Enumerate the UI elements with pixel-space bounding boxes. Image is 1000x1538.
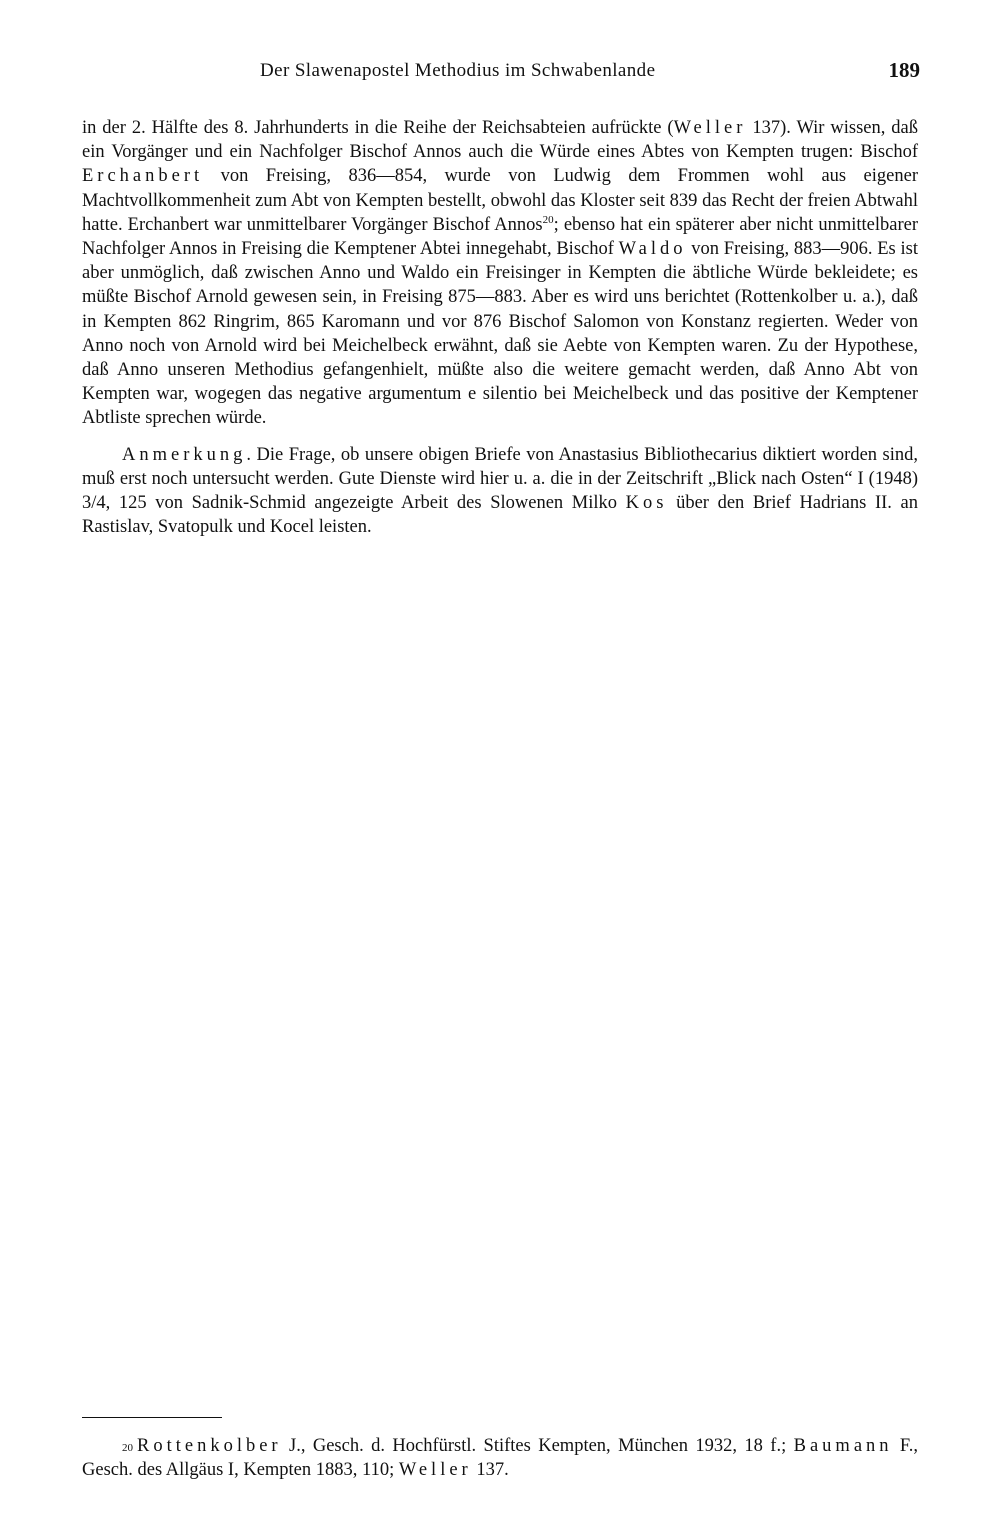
text-run: von Freising, 883—906. Es ist aber unmöglich, daß zwischen Anno und Waldo ein Freisinger in Kempten die äbtliche Würde bekleidete; es müßte Bischof Arnold gewesen sein, in Freising 875—883. Aber es wird uns berichtet (Rottenkolber u. a.), daß in Kempten 862 Ringrim, 865 Karomann und vor 876 Bischof Salomon von Konstanz regierten. Weder von Anno noch von Arnold wird bei Meichelbeck erwähnt, daß sie Aebte von Kempten waren. Zu der Hypothese, daß Anno unseren Methodius gefangenhielt, müßte also die weitere gemacht werden, daß Anno Abt von Kempten war, wogegen das negative argumentum e silentio bei Meichelbeck und das positive der Kemptener Abtliste sprechen würde.	[82, 239, 918, 429]
text-run: J., Gesch. d. Hochfürstl. Stiftes Kempten, München 1932, 18 f.;	[281, 1436, 794, 1456]
text-run: in der 2. Hälfte des 8. Jahrhunderts in die Reihe der Reichsabteien aufrückte (	[82, 118, 674, 138]
text-run: ; ebenso hat ein späterer aber nicht unmittelbarer Nachfolger Annos in Freising die Kemptener Abtei innegehabt, Bischof	[82, 214, 918, 260]
footnote-number: 20	[122, 1442, 133, 1454]
anmerkung-label: Anmerkung	[122, 444, 247, 465]
text-run: 137). Wir wissen, daß ein Vorgänger und ein Nachfolger Bischof Annos auch die Würde eines Abtes von Kempten trugen: Bischof	[82, 118, 918, 163]
name-waldo: Waldo	[618, 239, 687, 260]
name-erchanbert: Erchanbert	[82, 166, 204, 187]
author-name-rottenkolber: Rottenkolber	[137, 1436, 282, 1456]
paragraph-1	[82, 116, 918, 431]
page-header	[82, 58, 920, 88]
text-run: von Freising, 836—854, wurde von Ludwig dem Frommen wohl aus eigener Machtvollkommenheit zum Abt von Kempten bestellt, obwohl das Kloster seit 839 das Recht der freien Abtwahl hatte. Erchanbert war unmittelbarer Vorgänger Bischof Annos	[82, 166, 918, 235]
footnote-text	[82, 1434, 918, 1482]
author-name-weller: Weller	[398, 1460, 472, 1480]
footnote-20	[82, 1434, 918, 1482]
main-text	[82, 116, 918, 539]
name-kos: Kos	[625, 493, 668, 514]
running-title: Der Slawenapostel Methodius im Schwabenlande	[260, 60, 656, 81]
paragraph-anmerkung	[82, 443, 918, 540]
footnote-reference: 20	[542, 213, 554, 226]
text-run: über den Brief Hadrians II. an Rastislav, Svatopulk und Kocel leisten.	[82, 493, 918, 538]
text-run: 137.	[471, 1460, 509, 1480]
text-run: . Die Frage, ob unsere obigen Briefe von Anastasius Bibliothecarius diktiert worden sind, muß erst noch untersucht werden. Gute Dienste wird hier u. a. die in der Zeitschrift „Blick nach Osten“ I (1948) 3/4, 125 von Sadnik-Schmid angezeigte Arbeit des Slowenen Milko	[82, 444, 918, 514]
author-name-weller: Weller	[673, 118, 747, 138]
page-number: 189	[888, 58, 920, 82]
footnote-divider	[82, 1417, 222, 1418]
text-run: F., Gesch. des Allgäus I, Kempten 1883, 110;	[82, 1436, 918, 1480]
author-name-baumann: Baumann	[793, 1436, 893, 1456]
